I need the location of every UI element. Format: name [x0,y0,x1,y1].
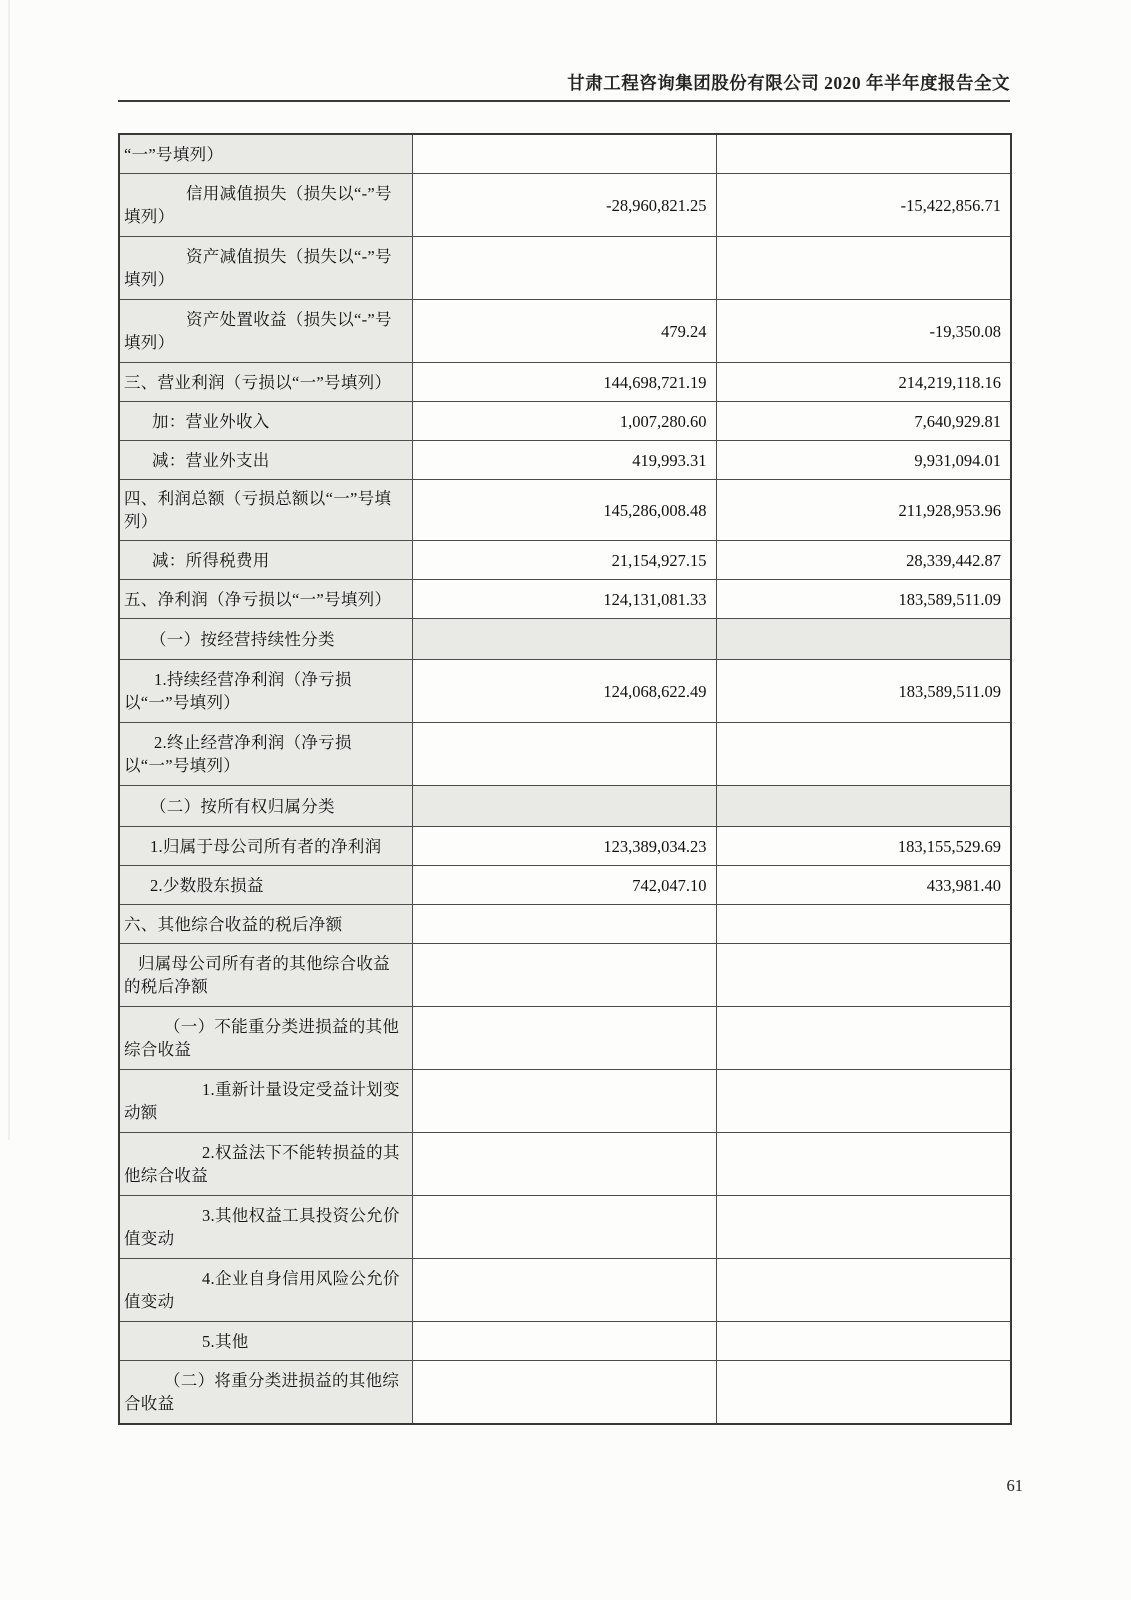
prior-period-value [716,1007,1011,1070]
current-period-value [412,786,716,827]
row-label: 2.终止经营净利润（净亏损以“一”号填列） [119,723,412,786]
current-period-value [412,1322,716,1361]
row-label: 资产减值损失（损失以“-”号填列） [119,237,412,300]
page-number: 61 [1006,1476,1023,1495]
row-label: 信用减值损失（损失以“-”号填列） [119,174,412,237]
prior-period-value [716,1196,1011,1259]
row-label: 1.重新计量设定受益计划变动额 [119,1070,412,1133]
row-label: 减：营业外支出 [119,441,412,480]
report-header-title: 甘肃工程咨询集团股份有限公司 2020 年半年度报告全文 [567,73,1010,93]
prior-period-value: 183,589,511.09 [716,660,1011,723]
table-row [119,1133,1011,1196]
table-row [119,134,1011,174]
current-period-value [412,1007,716,1070]
current-period-value [412,237,716,300]
current-period-value: 742,047.10 [412,866,716,905]
row-label: （二）按所有权归属分类 [119,786,412,827]
current-period-value: 124,131,081.33 [412,580,716,619]
table-row [119,580,1011,619]
scan-artifact [8,0,10,1140]
current-period-value: -28,960,821.25 [412,174,716,237]
table-row [119,174,1011,237]
current-period-value [412,1196,716,1259]
prior-period-value [716,1322,1011,1361]
prior-period-value [716,237,1011,300]
prior-period-value [716,1070,1011,1133]
category-row [119,619,1011,660]
current-period-value [412,1259,716,1322]
table-row [119,363,1011,402]
row-label: “一”号填列） [119,134,412,174]
current-period-value: 419,993.31 [412,441,716,480]
table-row [119,1007,1011,1070]
table-row [119,480,1011,541]
row-label: 1.持续经营净利润（净亏损以“一”号填列） [119,660,412,723]
prior-period-value [716,134,1011,174]
table-body [119,134,1011,1424]
row-label: 五、净利润（净亏损以“一”号填列） [119,580,412,619]
prior-period-value [716,619,1011,660]
prior-period-value: -19,350.08 [716,300,1011,363]
row-label: （一）按经营持续性分类 [119,619,412,660]
table-row [119,1322,1011,1361]
prior-period-value [716,1361,1011,1425]
prior-period-value: 183,155,529.69 [716,827,1011,866]
current-period-value [412,1361,716,1425]
table-row [119,723,1011,786]
prior-period-value: 214,219,118.16 [716,363,1011,402]
row-label: 5.其他 [119,1322,412,1361]
row-label: 四、利润总额（亏损总额以“一”号填列） [119,480,412,541]
current-period-value [412,619,716,660]
prior-period-value [716,944,1011,1007]
row-label: 资产处置收益（损失以“-”号填列） [119,300,412,363]
row-label: 2.权益法下不能转损益的其他综合收益 [119,1133,412,1196]
row-label: 归属母公司所有者的其他综合收益的税后净额 [119,944,412,1007]
row-label: 加：营业外收入 [119,402,412,441]
table-row [119,300,1011,363]
table-row [119,441,1011,480]
table-row [119,1196,1011,1259]
row-label: （二）将重分类进损益的其他综合收益 [119,1361,412,1425]
current-period-value: 1,007,280.60 [412,402,716,441]
current-period-value [412,1070,716,1133]
row-label: 1.归属于母公司所有者的净利润 [119,827,412,866]
prior-period-value: 183,589,511.09 [716,580,1011,619]
current-period-value [412,944,716,1007]
table-row [119,402,1011,441]
table-row [119,541,1011,580]
income-statement-table [118,133,1012,1425]
prior-period-value [716,1259,1011,1322]
row-label: 2.少数股东损益 [119,866,412,905]
current-period-value: 123,389,034.23 [412,827,716,866]
table-row [119,1070,1011,1133]
current-period-value: 145,286,008.48 [412,480,716,541]
prior-period-value: 9,931,094.01 [716,441,1011,480]
table-row [119,660,1011,723]
prior-period-value [716,723,1011,786]
table-row [119,905,1011,944]
prior-period-value [716,786,1011,827]
table-row [119,866,1011,905]
current-period-value: 124,068,622.49 [412,660,716,723]
row-label: 减：所得税费用 [119,541,412,580]
row-label: 三、营业利润（亏损以“一”号填列） [119,363,412,402]
prior-period-value [716,1133,1011,1196]
current-period-value [412,723,716,786]
prior-period-value: 28,339,442.87 [716,541,1011,580]
table-row [119,237,1011,300]
current-period-value [412,905,716,944]
category-row [119,786,1011,827]
current-period-value [412,1133,716,1196]
header-divider [118,100,1010,102]
row-label: （一）不能重分类进损益的其他综合收益 [119,1007,412,1070]
prior-period-value: 211,928,953.96 [716,480,1011,541]
row-label: 3.其他权益工具投资公允价值变动 [119,1196,412,1259]
prior-period-value: 7,640,929.81 [716,402,1011,441]
row-label: 4.企业自身信用风险公允价值变动 [119,1259,412,1322]
row-label: 六、其他综合收益的税后净额 [119,905,412,944]
table-row [119,944,1011,1007]
current-period-value: 144,698,721.19 [412,363,716,402]
current-period-value [412,134,716,174]
prior-period-value: 433,981.40 [716,866,1011,905]
prior-period-value [716,905,1011,944]
prior-period-value: -15,422,856.71 [716,174,1011,237]
table-row [119,827,1011,866]
table-row [119,1361,1011,1425]
current-period-value: 21,154,927.15 [412,541,716,580]
current-period-value: 479.24 [412,300,716,363]
table-row [119,1259,1011,1322]
